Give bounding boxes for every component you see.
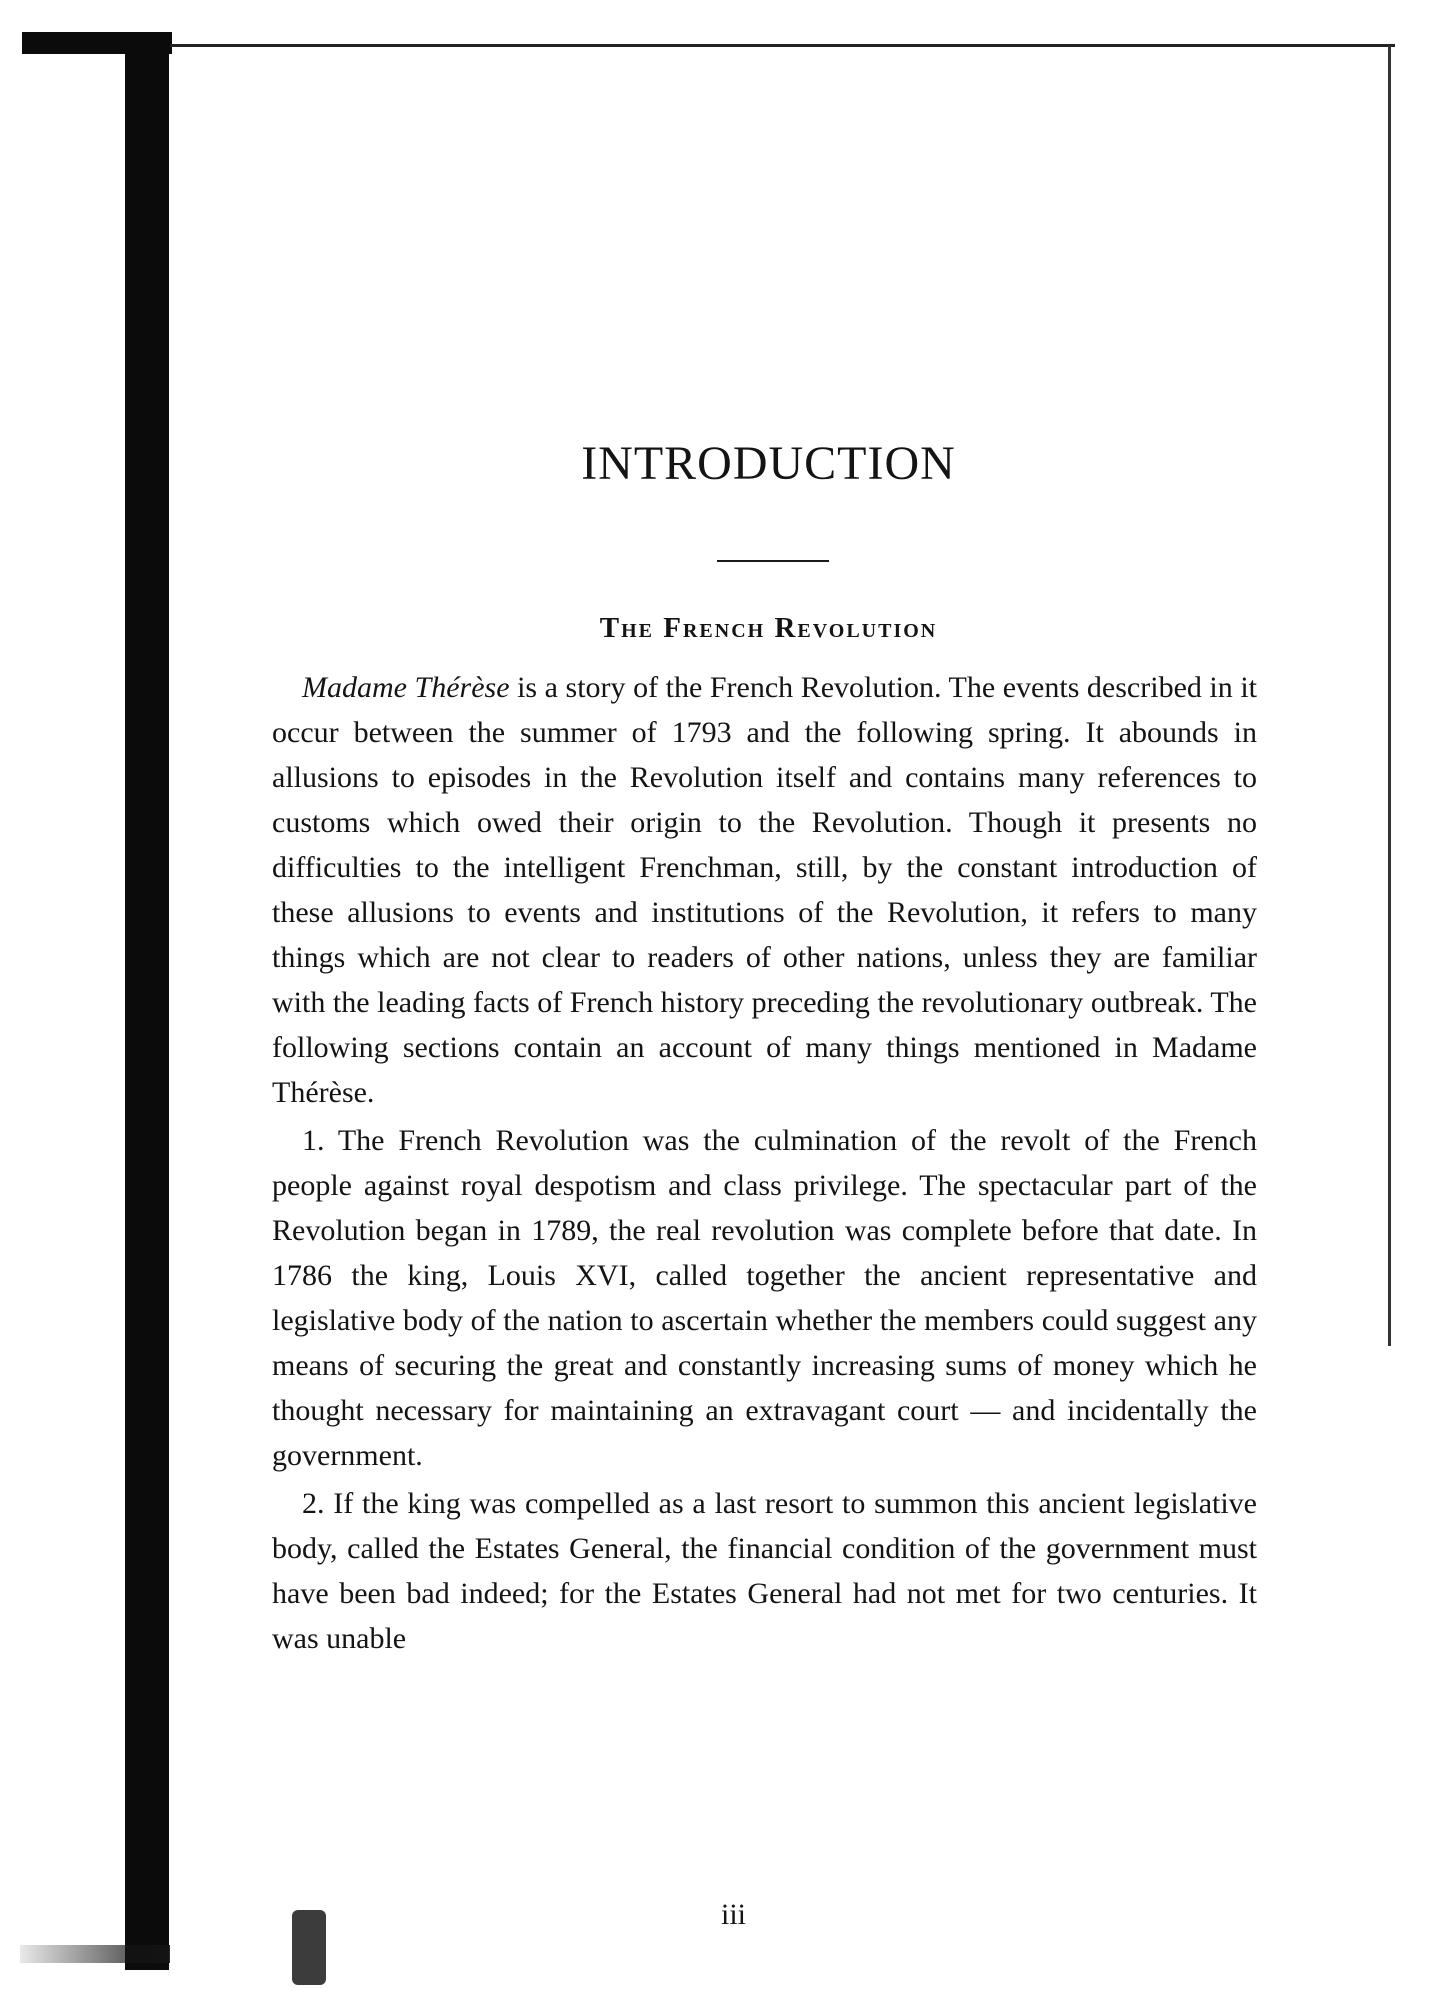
section-heading: The French Revolution [599,612,938,644]
paragraph-section-2: 2. If the king was compelled as a last resort to summon this ancient legislative body, called the Estates General, the financial condition of the government must have been bad indeed; for the Estates General had not met for two centuries. It was unable [272,1487,1257,1655]
paragraph-intro [272,665,1257,1115]
paragraph-section-1: 1. The French Revolution was the culmination of the revolt of the French people against royal despotism and class privilege. The spectacular part of the Revolution began in 1789, the real revolution was complete before that date. In 1786 the king, Louis XVI, called together the ancient representative and legislative body of the nation to ascertain whether the members could suggest any means of securing the great and constantly increasing sums of money which he thought necessary for maintaining an extravagant court — and incidentally the government. [272,1124,1257,1472]
title-rule-divider [717,560,829,562]
paragraph-intro-text: is a story of the French Revolution. The events described in it occur between the summer of 1793 and the following spring. It abounds in allusions to episodes in the Revolution itself and contains many references to customs which owed their origin to the Revolution. Though it presents no difficulties to the intelligent Frenchman, still, by the constant introduction of these allusions to events and institutions of the Revolution, it refers to many things which are not clear to readers of other nations, unless they are familiar with the leading facts of French history preceding the revolutionary outbreak. The following sections contain an account of many things mentioned in Madame Thérèse. [272,671,1257,1109]
body-text [272,665,1257,1661]
page-number: iii [720,1898,746,1931]
chapter-title: INTRODUCTION [581,437,956,490]
scan-page-top-edge [170,44,1395,47]
scan-bottom-smudge [20,1945,170,1963]
page-content [272,437,1257,1661]
scan-binding-edge [125,40,169,1970]
scan-page-right-edge [1388,46,1391,1346]
book-title-italic: Madame Thérèse [302,671,510,704]
